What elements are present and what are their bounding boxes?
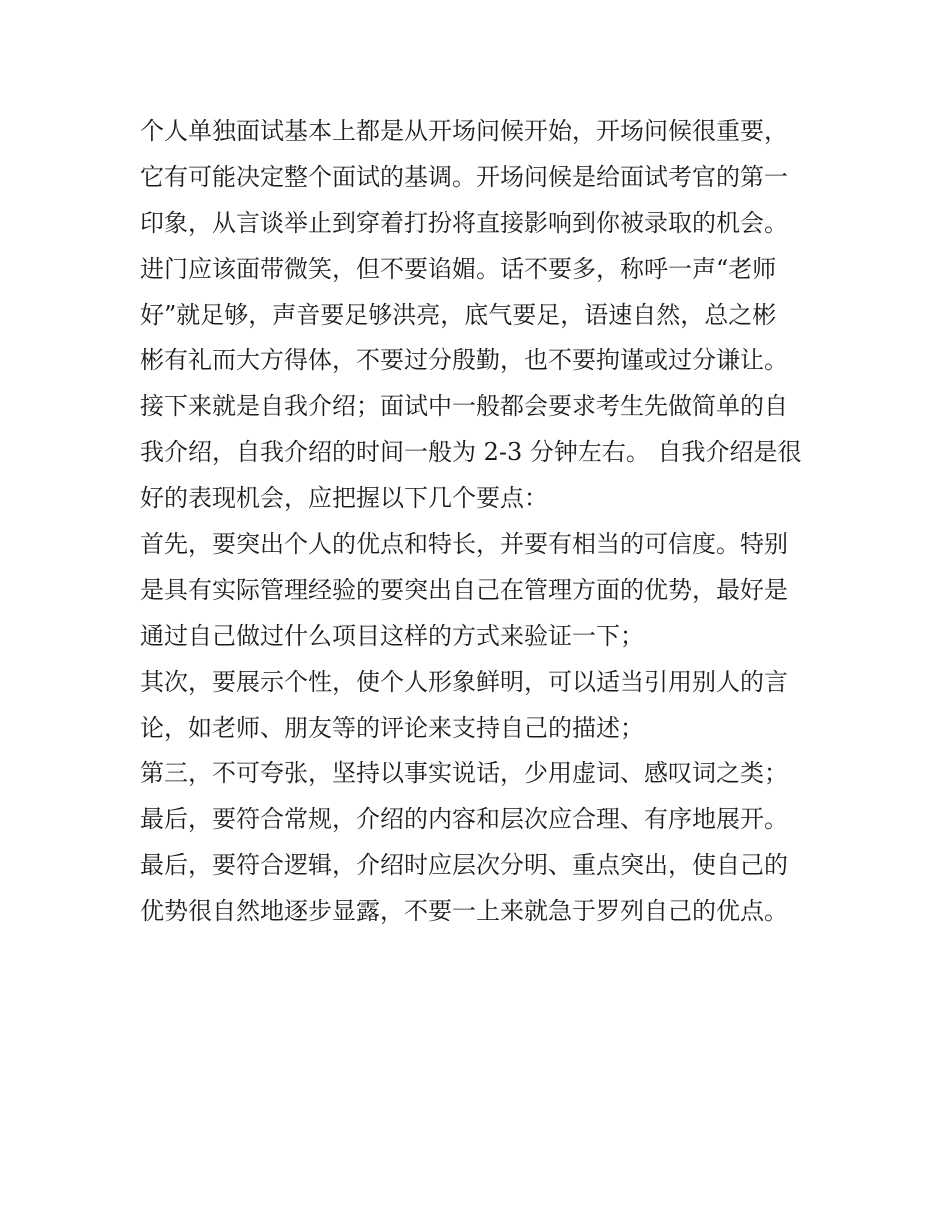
- text-line: 最后，要符合常规，介绍的内容和层次应合理、有序地展开。: [140, 805, 788, 834]
- text-line: 首先，要突出个人的优点和特长，并要有相当的可信度。特别: [140, 530, 788, 559]
- text-line: 好的表现机会，应把握以下几个要点：: [140, 484, 548, 513]
- text-line: 是具有实际管理经验的要突出自己在管理方面的优势，最好是: [140, 575, 788, 604]
- text-line: 最后，要符合逻辑，介绍时应层次分明、重点突出，使自己的: [140, 851, 788, 880]
- text-line: 第三，不可夸张，坚持以事实说话，少用虚词、感叹词之类；: [140, 759, 788, 788]
- text-line: 进门应该面带微笑，但不要谄媚。话不要多，称呼一声“老师: [140, 254, 777, 283]
- text-line: 彬有礼而大方得体，不要过分殷勤，也不要拘谨或过分谦让。: [140, 346, 788, 375]
- text-line: 接下来就是自我介绍；面试中一般都会要求考生先做简单的自: [140, 392, 788, 421]
- text-line: 好”就足够，声音要足够洪亮，底气要足，语速自然，总之彬: [140, 300, 777, 329]
- text-line: 它有可能决定整个面试的基调。开场问候是给面试考官的第一: [140, 162, 788, 191]
- text-line: 通过自己做过什么项目这样的方式来验证一下；: [140, 621, 644, 650]
- text-line: 印象，从言谈举止到穿着打扮将直接影响到你被录取的机会。: [140, 208, 788, 237]
- text-line: 我介绍，自我介绍的时间一般为 2-3 分钟左右。 自我介绍是很: [140, 438, 802, 467]
- text-line: 其次，要展示个性，使个人形象鲜明，可以适当引用别人的言: [140, 667, 788, 696]
- text-line: 论，如老师、朋友等的评论来支持自己的描述；: [140, 713, 644, 742]
- text-line: 个人单独面试基本上都是从开场问候开始，开场问候很重要，: [140, 117, 788, 145]
- body-text: [140, 109, 830, 935]
- text-line: 优势很自然地逐步显露，不要一上来就急于罗列自己的优点。: [140, 897, 788, 926]
